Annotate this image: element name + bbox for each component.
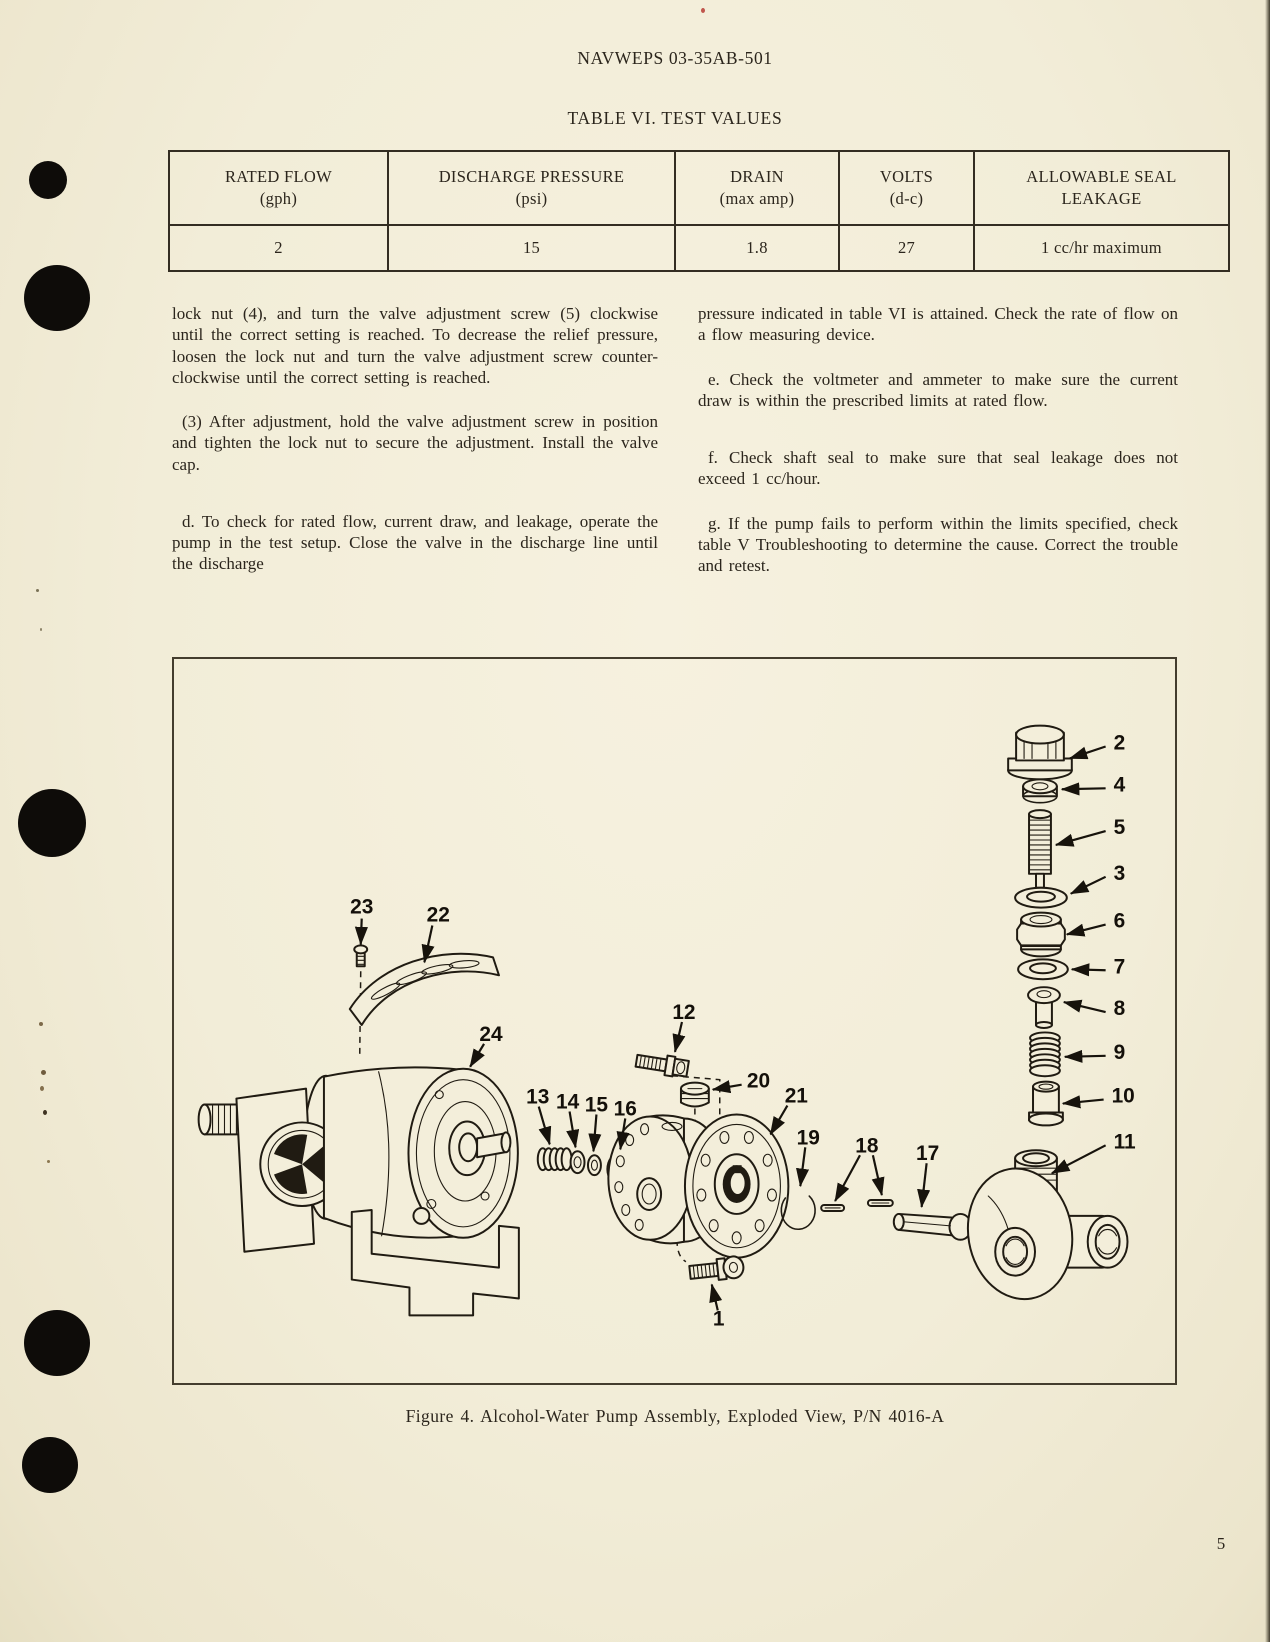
part-spring-13	[538, 1148, 572, 1170]
left-column	[172, 303, 658, 599]
table-header-cell	[388, 151, 675, 225]
binder-hole	[22, 1437, 78, 1493]
callout-label: 24	[479, 1022, 503, 1046]
column-unit: (d-c)	[889, 189, 924, 208]
figure-caption: Figure 4. Alcohol-Water Pump Assembly, Exploded View, P/N 4016-A	[405, 1406, 945, 1426]
part-motor-24	[199, 1067, 519, 1315]
part-bolt-1	[689, 1255, 745, 1282]
paper-speck	[39, 1022, 43, 1026]
paper-speck	[36, 589, 39, 592]
callout-label: 19	[796, 1126, 820, 1150]
paragraph: lock nut (4), and turn the valve adjustment screw (5) clockwise until the correct setting is reached. To decrease the relief pressure, loosen the lock nut and turn the valve adjustment screw counter-clockwise until the correct setting is reached.	[172, 304, 658, 387]
part-adjustment-screw-5	[1029, 810, 1051, 888]
table-cell: 2	[169, 225, 388, 271]
callout-label: 9	[1113, 1040, 1126, 1064]
column-label: ALLOWABLE SEAL	[1026, 166, 1177, 186]
binder-hole	[24, 1310, 90, 1376]
right-column	[698, 303, 1178, 599]
part-housing-11	[958, 1150, 1128, 1307]
callout-label: 15	[584, 1093, 609, 1117]
part-fitting-6	[1017, 913, 1065, 957]
part-plug-20	[681, 1083, 709, 1107]
table-cell: 15	[388, 225, 675, 271]
column-label: RATED FLOW	[224, 166, 333, 186]
column-unit: (psi)	[515, 189, 548, 208]
callout-label: 11	[1113, 1130, 1136, 1154]
body-text	[172, 303, 1178, 599]
callout-label: 18	[855, 1134, 879, 1158]
callout-label: 6	[1113, 909, 1126, 933]
exploded-view-figure	[174, 659, 1175, 1383]
column-unit: (gph)	[259, 189, 298, 208]
callout-label: 3	[1113, 861, 1126, 885]
callout-label: 21	[784, 1084, 808, 1108]
paper-speck	[41, 1070, 46, 1075]
callout-label: 20	[746, 1069, 771, 1093]
part-washer-15	[588, 1155, 601, 1175]
callout-label: 14	[555, 1090, 580, 1114]
paragraph: pressure indicated in table VI is attained. Check the rate of flow on a flow measuring device.	[698, 304, 1178, 345]
paper-speck	[701, 8, 705, 13]
figure-box	[172, 657, 1177, 1385]
table-title: TABLE VI. TEST VALUES	[567, 108, 783, 128]
table-header-cell	[675, 151, 839, 225]
motor-front-face	[408, 1069, 517, 1238]
callout-label: 22	[426, 903, 450, 927]
callout-label: 4	[1113, 773, 1126, 797]
part-spring-9	[1030, 1032, 1060, 1076]
table-value-row	[169, 225, 1229, 271]
column-label: DRAIN	[730, 166, 784, 186]
callout-label: 12	[672, 1001, 696, 1025]
column-label: DISCHARGE PRESSURE	[438, 166, 625, 186]
paragraph: g. If the pump fails to perform within the limits specified, check table V Troubleshooting to determine the cause. Correct the trouble and retest.	[698, 513, 1178, 575]
part-valve-cap-2	[1008, 726, 1072, 780]
callout-label: 17	[915, 1142, 940, 1166]
table-header-row	[169, 151, 1229, 225]
callout-label: 23	[350, 895, 374, 919]
part-washer-7	[1018, 959, 1068, 979]
paragraph: f. Check shaft seal to make sure that seal leakage does not exceed 1 cc/hour.	[698, 448, 1178, 489]
callout-label: 2	[1113, 731, 1126, 755]
paragraph: d. To check for rated flow, current draw, and leakage, operate the pump in the test setup. Close the valve in the discharge line until the discharge	[172, 511, 658, 574]
column-unit: (max amp)	[719, 189, 795, 208]
part-washer-3	[1015, 888, 1067, 908]
paragraph: (3) After adjustment, hold the valve adjustment screw in position and tighten the lock nut to secure the adjustment. Install the valve cap.	[172, 412, 658, 474]
binder-hole	[24, 265, 90, 331]
part-keys-18	[821, 1200, 893, 1211]
table-cell: 1 cc/hr maximum	[974, 225, 1229, 271]
paper-speck	[43, 1110, 47, 1115]
part-rotor-plate-21	[685, 1114, 788, 1257]
part-shaft-17	[894, 1214, 972, 1240]
callout-label: 5	[1113, 816, 1126, 840]
part-cover-band-22	[350, 954, 499, 1025]
part-washer-14	[571, 1151, 585, 1173]
page-edge-shadow	[1265, 0, 1270, 1642]
page-number: 5	[1216, 1534, 1226, 1553]
callout-label: 16	[613, 1097, 637, 1121]
callout-label: 7	[1113, 955, 1126, 979]
paragraph: e. Check the voltmeter and ammeter to make sure the current draw is within the prescribed limits at rated flow.	[698, 369, 1178, 410]
document-header: NAVWEPS 03-35AB-501	[577, 48, 773, 68]
table-header-cell	[974, 151, 1229, 225]
binder-hole	[18, 789, 86, 857]
part-poppet-8	[1028, 987, 1060, 1028]
paper-speck	[47, 1160, 50, 1163]
paper-speck	[40, 628, 42, 631]
table-header-cell	[839, 151, 974, 225]
table-cell: 1.8	[675, 225, 839, 271]
table-header-cell	[169, 151, 388, 225]
callout-label: 13	[526, 1085, 550, 1109]
callout-label: 10	[1111, 1084, 1135, 1108]
part-screw-23	[354, 945, 367, 966]
callout-label: 8	[1113, 997, 1126, 1021]
test-values-table	[168, 150, 1230, 272]
part-bolt-12	[635, 1051, 689, 1079]
column-unit: LEAKAGE	[1061, 189, 1142, 208]
part-sleeve-10	[1029, 1082, 1063, 1126]
binder-hole	[29, 161, 67, 199]
callout-label: 1	[712, 1307, 725, 1331]
part-lock-nut-4	[1023, 779, 1057, 802]
paper-speck	[40, 1086, 44, 1091]
table-cell: 27	[839, 225, 974, 271]
column-label: VOLTS	[879, 166, 934, 186]
